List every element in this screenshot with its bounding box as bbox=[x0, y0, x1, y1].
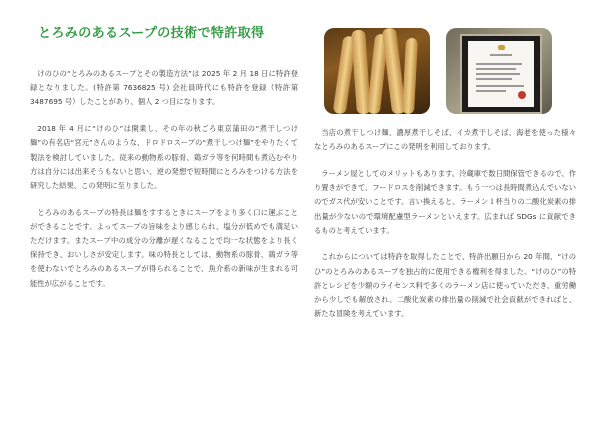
right-column bbox=[314, 28, 576, 334]
intro-paragraph: けのひの“とろみのあるスープとその製造方法”は 2025 年 2 月 18 日に特許登録となりました。(特許第 7636825 号) 会社員時代にも特許を登録（特許第 3487695 号）したことがあり、個人 2 つ目になります。 bbox=[30, 69, 298, 107]
certificate-frame bbox=[460, 34, 542, 114]
future-paragraph: これからについては特許を取得したことで、特許出願日から 20 年間、“けのひ”のとろみのあるスープを独占的に使用できる権利を得ました。“けのひ”の特許とレシピを少額のライセンス料で多くのラーメン店に使っていただき、重労働から少しでも解放され、二酸化炭素の排出量の削減で社会貢献ができればと、新たな冒険を考えています。 bbox=[314, 252, 576, 319]
emblem-icon bbox=[498, 45, 505, 50]
history-paragraph: 2018 年 4 月に“けのひ”は開業し、その年の秋ごろ東京蒲田の“煮干しつけ麺”の有名店“宮元”さんのような、ドロドロスープの“煮干しつけ麺”をやりたくて製法を検討していました。従来の動物系の豚骨、鶏ガラ等を何時間も煮込むやり方は自分には出来そうもないと思い、逆の発想で短時間にとろみをつける方法を研究した結果、この発明に至りました。 bbox=[30, 124, 298, 190]
article-title: とろみのあるスープの技術で特許取得 bbox=[38, 26, 265, 41]
patent-certificate-photo bbox=[446, 28, 552, 114]
left-column bbox=[30, 22, 298, 303]
tsukemen-noodles-photo bbox=[324, 28, 430, 114]
merits-paragraph: ラーメン屋としてのメリットもあります。冷蔵庫で数日間保管できるので、作り置きができて、フードロスを削減できます。もう一つは長時間煮込んでいないのでガス代が安いことです。言い換えると、ラーメン１杯当りの二酸化炭素の排出量が少ないので環境配慮型ラーメンといえます。広まれば SDGs に貢献できるものと考えています。 bbox=[314, 168, 576, 235]
features-paragraph: とろみのあるスープの特長は麺をすするときにスープをより多く口に運ぶことができることです。よってスープの旨味をより感じられ、塩分が低めでも満足いただけます。またスープ中の成分の分離が遅くなることで均一な状態をより長く保持でき、おいしさが安定します。味の特長としては、動物系の豚骨、鶏ガラ等を使わないでとろみのあるスープが得られることで、魚介系の新味が生まれる可能性が広がることです。 bbox=[30, 207, 298, 288]
seal-icon bbox=[518, 91, 526, 99]
certificate-paper bbox=[468, 41, 534, 107]
photo-row bbox=[324, 28, 576, 114]
usage-paragraph: 当店の煮干しつけ麺、濃厚煮干しそば、イカ煮干しそば、海老を使った様々なとろみのあるスープにこの発明を利用しております。 bbox=[314, 128, 576, 152]
